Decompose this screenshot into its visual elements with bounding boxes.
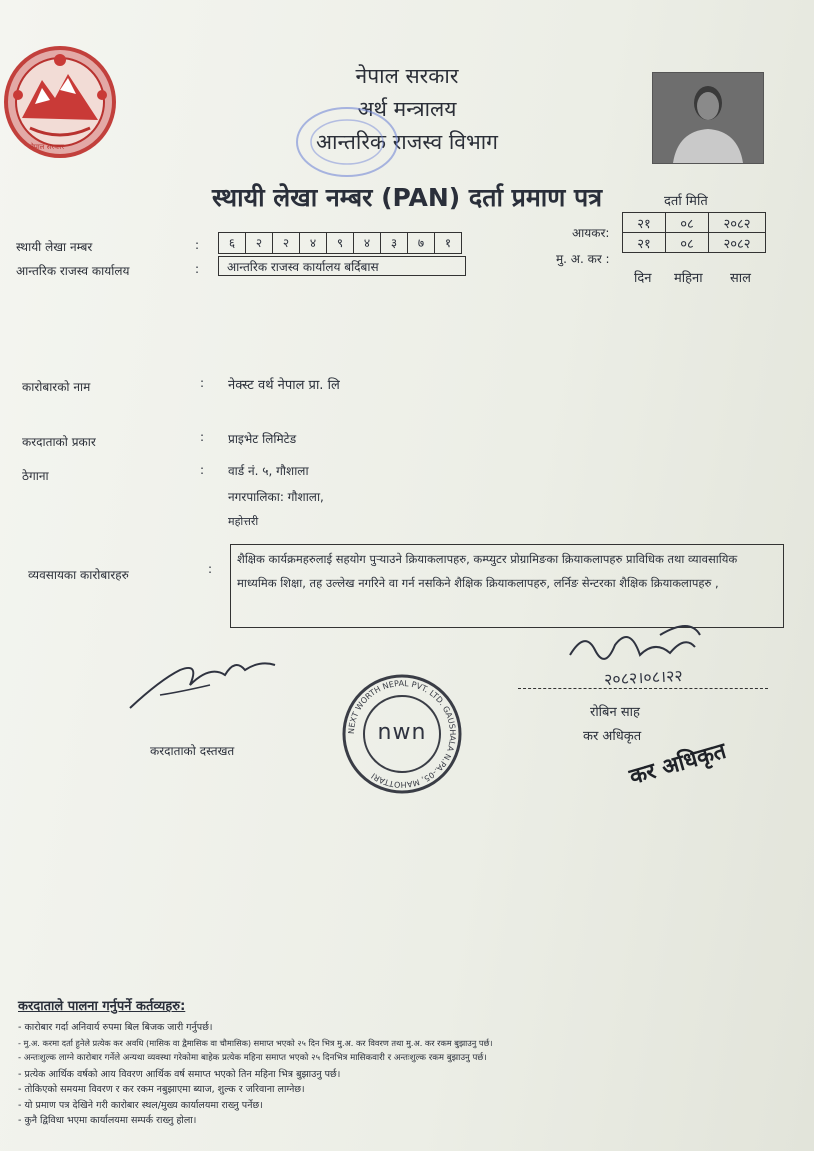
duty-item: - यो प्रमाण पत्र देखिने गरी कारोबार स्थल/मुख्य कार्यालयमा राख्नु पर्नेछ।: [18, 1099, 263, 1111]
duties-list: [18, 1020, 808, 1129]
date-month: ०८: [666, 213, 709, 233]
office-label: आन्तरिक राजस्व कार्यालय: [16, 264, 130, 278]
company-seal: [338, 672, 466, 796]
vat-date-row: [623, 233, 766, 253]
officer-name: रोबिन साह: [590, 705, 640, 720]
department-heading: आन्तरिक राजस्व विभाग: [315, 130, 498, 154]
vat-label: मु. अ. कर :: [556, 252, 610, 266]
pan-digit: ६: [219, 233, 246, 253]
officer-stamp: कर अधिकृत: [626, 738, 729, 791]
col-day-label: दिन: [634, 271, 652, 286]
activities-colon: :: [208, 562, 213, 576]
taxpayer-signature-label: करदाताको दस्तखत: [150, 744, 235, 758]
address-colon: :: [200, 463, 205, 477]
taxpayer-type-value: प्राइभेट लिमिटेड: [228, 432, 297, 446]
pan-digit: १: [444, 236, 452, 250]
taxpayer-signature: [120, 640, 290, 720]
col-year-label: साल: [730, 271, 751, 286]
ministry-heading: अर्थ मन्त्रालय: [357, 97, 457, 121]
business-name-value: नेक्स्ट वर्थ नेपाल प्रा. लि: [228, 378, 340, 393]
officer-signature-date: २०८२।०८।२२: [603, 665, 684, 690]
col-month-label: महिना: [674, 271, 703, 286]
pan-digit: ४: [300, 233, 327, 253]
duty-item: - कारोबार गर्दा अनिवार्य रुपमा बिल बिजक जारी गर्नुपर्छ।: [18, 1022, 213, 1033]
registration-date-table: [622, 212, 766, 253]
office-value-box: आन्तरिक राजस्व कार्यालय बर्दिबास: [218, 256, 466, 276]
government-heading: नेपाल सरकार: [355, 64, 459, 88]
pan-colon: :: [195, 238, 200, 252]
date-month: ०८: [666, 233, 709, 253]
income-tax-label: आयकर:: [572, 226, 610, 240]
income-tax-date-row: [623, 213, 766, 233]
duty-item: - कुनै द्विविधा भएमा कार्यालयमा सम्पर्क राख्नु होला।: [18, 1115, 197, 1126]
pan-digit: ३: [381, 233, 408, 253]
address-label: ठेगाना: [22, 469, 49, 483]
seal-ring-text: NEXT WORTH NEPAL PVT. LTD. GAUSHALA N.PA.-05, MAHOTTARI: [346, 678, 458, 790]
certificate-title: स्थायी लेखा नम्बर (PAN) दर्ता प्रमाण पत्र: [211, 183, 603, 212]
emblem-text: नेपाल सरकार: [30, 143, 65, 151]
pan-label: स्थायी लेखा नम्बर: [16, 240, 93, 254]
activities-value-box: शैक्षिक कार्यक्रमहरुलाई सहयोग पुर्‍याउने क्रियाकलापहरु, कम्प्युटर प्रोग्रामिङका क्रियाकलापहरु प्राविधिक तथा व्यावसायिक माध्यमिक शिक्षा, तह उल्लेख नगरिने वा गर्न नसकिने शैक्षिक क्रियाकलापहरु, लर्निङ सेन्टरका शैक्षिक क्रियाकलापहरु ,: [230, 544, 784, 628]
activities-label: व्यवसायका कारोबारहरु: [28, 568, 129, 582]
officer-title: कर अधिकृत: [583, 729, 642, 744]
registration-date-heading: दर्ता मिति: [664, 194, 708, 209]
pan-digit: ४: [354, 233, 381, 253]
business-name-colon: :: [200, 376, 205, 390]
office-colon: :: [195, 262, 200, 276]
pan-digit: २: [273, 233, 300, 253]
address-line-3: महोत्तरी: [228, 515, 259, 528]
date-day: २१: [623, 233, 666, 253]
taxpayer-type-label: करदाताको प्रकार: [22, 435, 96, 449]
date-year: २०८२: [709, 233, 766, 253]
duties-title: करदाताले पालना गर्नुपर्ने कर्तव्यहरु:: [18, 999, 186, 1014]
officer-signature-line: [518, 688, 768, 689]
date-year: २०८२: [709, 213, 766, 233]
date-day: २१: [623, 213, 666, 233]
pan-digit: ७: [408, 233, 435, 253]
address-line-1: वार्ड नं. ५, गौशाला: [228, 464, 309, 478]
applicant-photo: [652, 72, 764, 164]
duty-item: - अन्तःशुल्क लाग्ने कारोबार गर्नेले अन्यथा व्यवस्था गरेकोमा बाहेक प्रत्येक महिना समाप्त भएको २५ दिनभित्र मासिकवारी र अन्तःशुल्क रकम बुझाउनु पर्छ।: [18, 1053, 487, 1063]
duty-item: - तोकिएको समयमा विवरण र कर रकम नबुझाएमा ब्याज, शुल्क र जरिवाना लाग्नेछ।: [18, 1084, 305, 1095]
taxpayer-type-colon: :: [200, 430, 205, 444]
seal-center-text: nwn: [377, 720, 427, 745]
business-name-label: कारोबारको नाम: [22, 380, 91, 394]
pan-digit: ९: [327, 233, 354, 253]
pan-digit: २: [246, 233, 273, 253]
address-line-2: नगरपालिका: गौशाला,: [228, 490, 324, 504]
pan-number-boxes: [218, 232, 462, 254]
duty-item: - प्रत्येक आर्थिक वर्षको आय विवरण आर्थिक वर्ष समाप्त भएको तिन महिना भित्र बुझाउनु पर्छ।: [18, 1068, 341, 1080]
office-stamp-overlay: [290, 102, 405, 182]
duty-item: - मु.अ. करमा दर्ता हुनेले प्रत्येक कर अवधि (मासिक वा द्वैमासिक वा चौमासिक) समाप्त भएको २५ दिन भित्र मु.अ. कर विवरण तथा मु.अ. कर रकम बुझाउनु पर्छ।: [18, 1037, 493, 1048]
